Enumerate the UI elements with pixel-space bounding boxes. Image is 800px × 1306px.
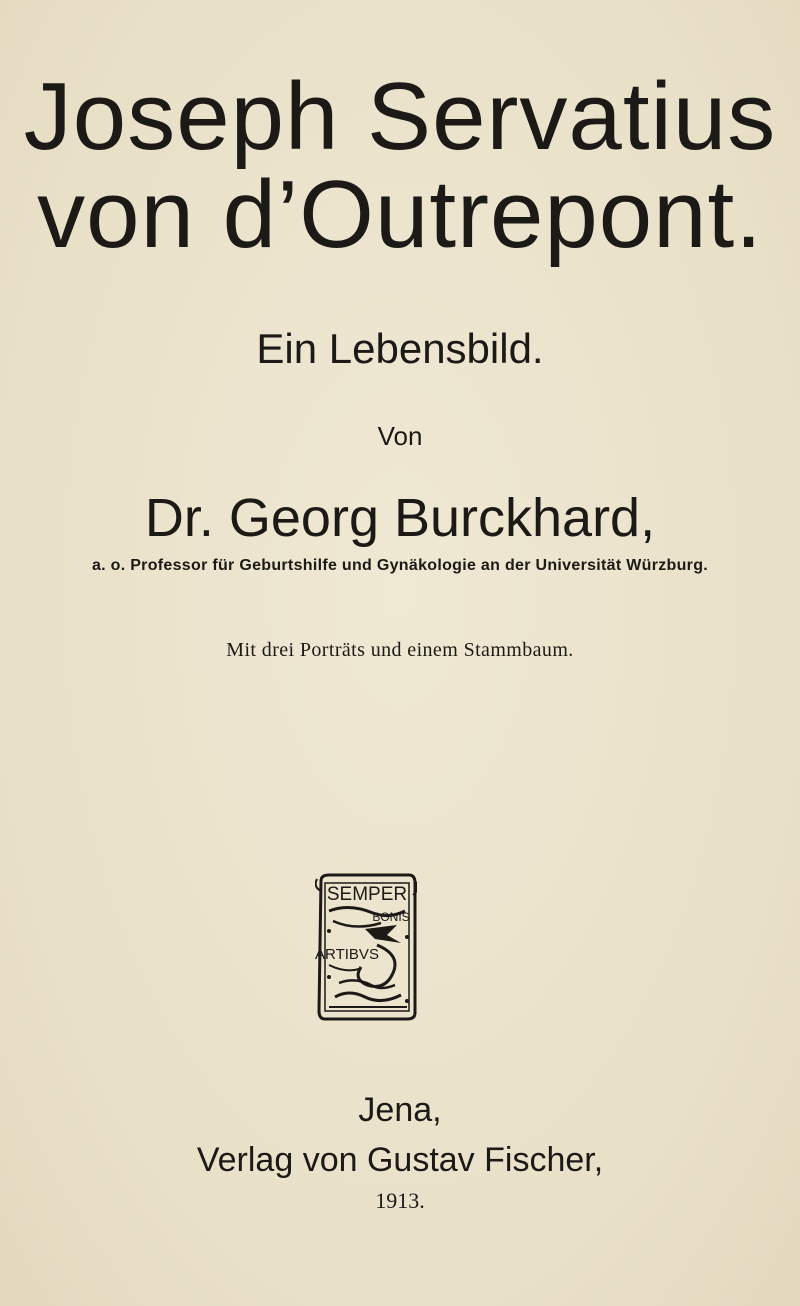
author-name: Dr. Georg Burckhard, <box>144 488 656 548</box>
imprint-place: Jena, <box>358 1091 442 1129</box>
by-label: Von <box>377 421 423 451</box>
illustrations-note: Mit drei Porträts und einem Stammbaum. <box>226 639 574 661</box>
book-title-line-2: von d’Outrepont. <box>37 161 763 268</box>
book-title-line-1: Joseph Servatius <box>23 63 777 170</box>
imprint-year: 1913. <box>375 1188 425 1213</box>
motto-mid: BONIS <box>372 910 410 924</box>
book-subtitle: Ein Lebensbild. <box>256 325 544 372</box>
publisher-emblem-icon <box>315 873 417 1021</box>
imprint-publisher: Verlag von Gustav Fischer, <box>196 1141 604 1179</box>
motto-top: SEMPER <box>326 884 408 905</box>
motto-bottom: ARTIBVS <box>315 946 379 963</box>
author-affiliation: a. o. Professor für Geburtshilfe und Gynäkologie an der Universität Würzburg. <box>91 557 709 574</box>
